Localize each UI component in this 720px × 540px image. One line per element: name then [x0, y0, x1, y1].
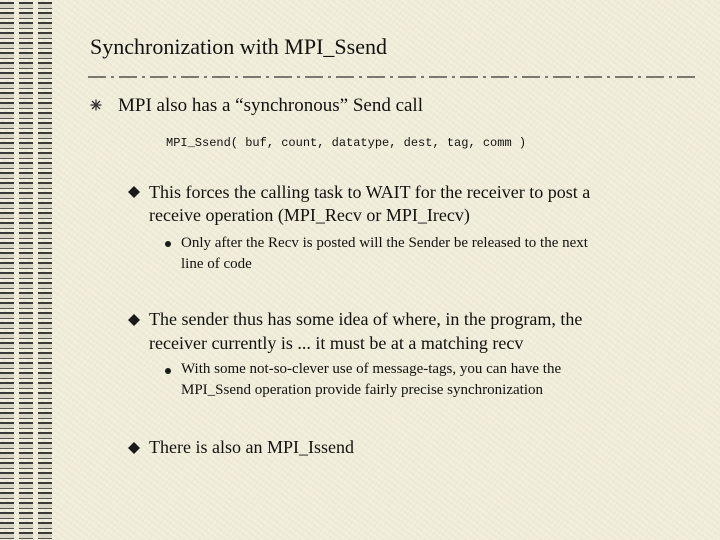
point-2-line-2: receiver currently is ... it must be at a matching recv — [149, 333, 524, 353]
point-1-sub-line-1: Only after the Recv is posted will the Sender be released to the next — [181, 235, 588, 251]
point-3-line-1: There is also an MPI_Issend — [149, 437, 354, 457]
intro-text: MPI also has a “synchronous” Send call — [118, 95, 423, 116]
code-snippet: MPI_Ssend( buf, count, datatype, dest, tag, comm ) — [166, 136, 527, 150]
title-divider — [88, 73, 698, 81]
cross-asterisk-bullet-icon — [90, 99, 102, 111]
dot-bullet-icon — [164, 240, 172, 248]
dot-bullet-icon — [164, 367, 172, 375]
point-1-line-1: This forces the calling task to WAIT for the receiver to post a — [149, 182, 591, 202]
point-2-line-1: The sender thus has some idea of where, in the program, the — [149, 309, 583, 329]
diamond-bullet-icon — [128, 314, 140, 326]
diamond-bullet-icon — [128, 442, 140, 454]
point-1-line-2: receive operation (MPI_Recv or MPI_Irecv) — [149, 205, 470, 225]
diamond-bullet-icon — [128, 186, 140, 198]
slide-title: Synchronization with MPI_Ssend — [90, 34, 387, 59]
point-2-sub-line-2: MPI_Ssend operation provide fairly precise synchronization — [181, 382, 543, 398]
spiral-binding — [0, 0, 52, 540]
point-2-sub-line-1: With some not-so-clever use of message-tags, you can have the — [181, 361, 562, 377]
point-1-sub-line-2: line of code — [181, 256, 252, 272]
